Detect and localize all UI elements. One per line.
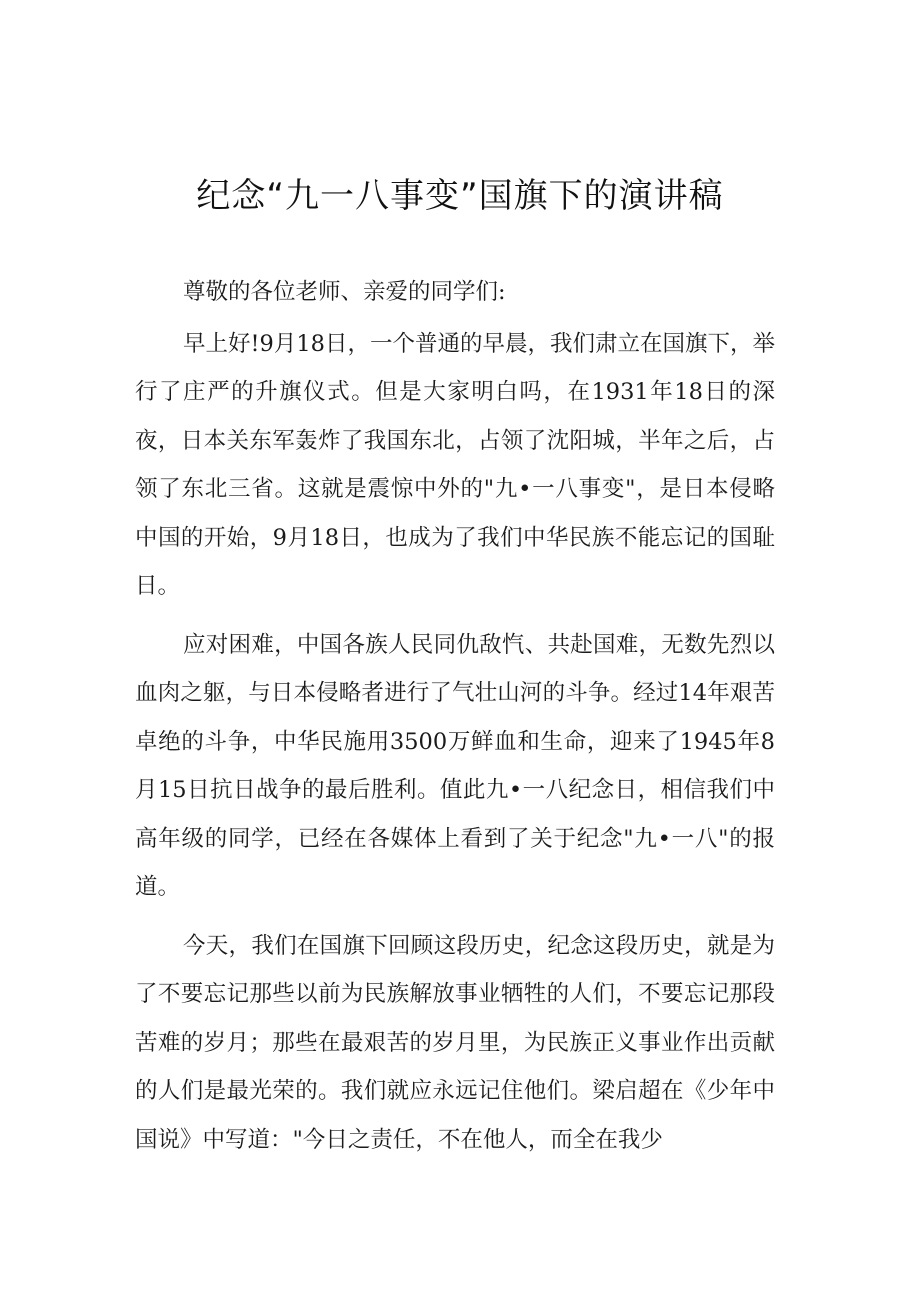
document-body (135, 268, 775, 1174)
paragraph-3: 今天，我们在国旗下回顾这段历史，纪念这段历史，就是为了不要忘记那些以前为民族解放事业牺牲的人们，不要忘记那段苦难的岁月；那些在最艰苦的岁月里，为民族正义事业作出贡献的人们是最光荣的。我们就应永远记住他们。梁启超在《少年中国说》中写道："今日之责任，不在他人，而全在我少 (135, 932, 775, 1153)
page-title: 纪念“九一八事变”国旗下的演讲稿 (196, 176, 724, 216)
salutation: 尊敬的各位老师、亲爱的同学们: (183, 279, 506, 305)
paragraph-1: 早上好!9月18日，一个普通的早晨，我们肃立在国旗下，举行了庄严的升旗仪式。但是大家明白吗，在1931年18日的深夜，日本关东军轰炸了我国东北，占领了沈阳城，半年之后，占领了东北三省。这就是震惊中外的"九•一八事变"，是日本侵略中国的开始，9月18日，也成为了我们中华民族不能忘记的国耻日。 (135, 330, 775, 599)
paragraph-2: 应对困难，中国各族人民同仇敌忾、共赴国难，无数先烈以血肉之躯，与日本侵略者进行了气壮山河的斗争。经过14年艰苦卓绝的斗争，中华民施用3500万鲜血和生命，迎来了1945年8月15日抗日战争的最后胜利。值此九•一八纪念日，相信我们中高年级的同学，已经在各媒体上看到了关于纪念"九•一八"的报道。 (135, 631, 775, 900)
